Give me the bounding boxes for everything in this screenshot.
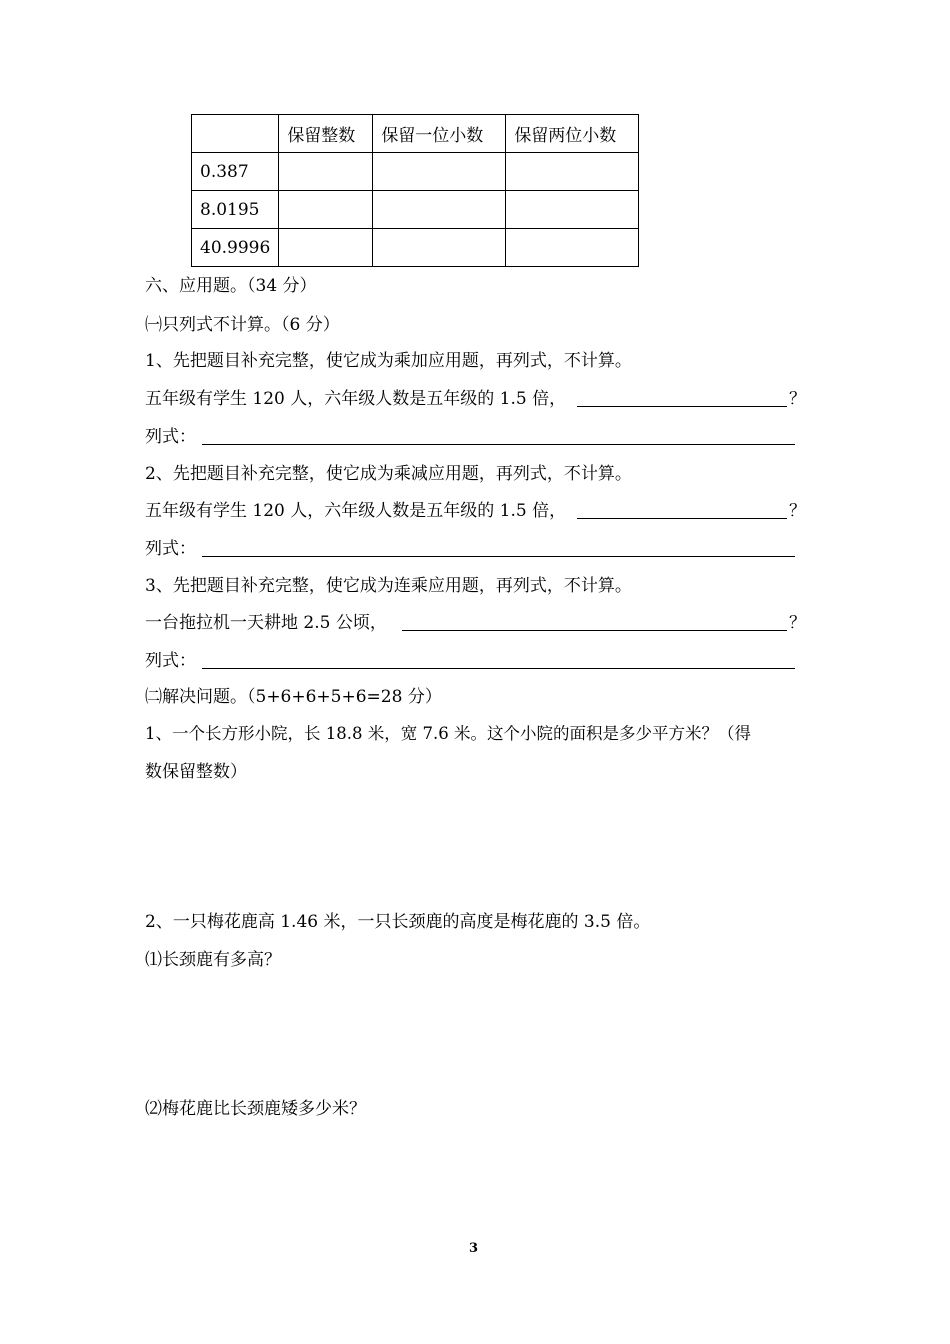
q1-instruction: 1、先把题目补充完整，使它成为乘加应用题，再列式，不计算。 xyxy=(145,351,632,371)
q3-stem: 一台拖拉机一天耕地 2.5 公顷， xyxy=(145,613,387,633)
q2-qmark: ？ xyxy=(789,501,806,521)
q1-qmark: ？ xyxy=(789,389,806,409)
problem2: 2、一只梅花鹿高 1.46 米，一只长颈鹿的高度是梅花鹿的 3.5 倍。 xyxy=(145,912,651,932)
part2-title: ㈡解决问题。（5+6+6+5+6=28 分） xyxy=(145,687,442,707)
answer-cell[interactable] xyxy=(506,191,639,229)
q3-instruction: 3、先把题目补充完整，使它成为连乘应用题，再列式，不计算。 xyxy=(145,576,632,596)
problem2-sub1: ⑴长颈鹿有多高？ xyxy=(145,950,281,970)
page-number: 3 xyxy=(469,1241,479,1256)
problem2-sub2: ⑵梅花鹿比长颈鹿矮多少米？ xyxy=(145,1099,366,1119)
answer-cell[interactable] xyxy=(506,153,639,191)
q2-question-blank[interactable] xyxy=(577,518,787,519)
table-header-cell: 保留一位小数 xyxy=(373,115,506,153)
table-header-row xyxy=(192,115,639,153)
q3-formula-blank[interactable] xyxy=(202,668,795,669)
table-header-cell: 保留整数 xyxy=(279,115,373,153)
table-row-label: 0.387 xyxy=(192,153,279,191)
answer-cell[interactable] xyxy=(373,191,506,229)
table-row-label: 8.0195 xyxy=(192,191,279,229)
answer-cell[interactable] xyxy=(373,153,506,191)
q1-question-blank[interactable] xyxy=(577,406,787,407)
table-row xyxy=(192,191,639,229)
q1-stem: 五年级有学生 120 人，六年级人数是五年级的 1.5 倍， xyxy=(145,389,567,409)
q2-formula-label: 列式： xyxy=(145,539,196,559)
q2-instruction: 2、先把题目补充完整，使它成为乘减应用题，再列式，不计算。 xyxy=(145,464,632,484)
part1-title: ㈠只列式不计算。（6 分） xyxy=(145,315,340,335)
table-row xyxy=(192,229,639,267)
rounding-table xyxy=(191,114,639,267)
answer-cell[interactable] xyxy=(373,229,506,267)
problem1-line2: 数保留整数） xyxy=(145,762,247,782)
answer-cell[interactable] xyxy=(279,229,373,267)
q2-formula-blank[interactable] xyxy=(202,556,795,557)
problem1-line1: 1、一个长方形小院，长 18.8 米，宽 7.6 米。这个小院的面积是多少平方米？（得 xyxy=(145,724,751,743)
q3-formula-label: 列式： xyxy=(145,651,196,671)
table-header-cell xyxy=(192,115,279,153)
q1-formula-label: 列式： xyxy=(145,427,196,447)
q3-question-blank[interactable] xyxy=(402,630,787,631)
q1-formula-blank[interactable] xyxy=(202,444,795,445)
answer-cell[interactable] xyxy=(506,229,639,267)
section-title: 六、应用题。（34 分） xyxy=(145,276,317,296)
table-header-cell: 保留两位小数 xyxy=(506,115,639,153)
answer-cell[interactable] xyxy=(279,153,373,191)
q3-qmark: ？ xyxy=(789,613,806,633)
table-row xyxy=(192,153,639,191)
table-row-label: 40.9996 xyxy=(192,229,279,267)
answer-cell[interactable] xyxy=(279,191,373,229)
q2-stem: 五年级有学生 120 人，六年级人数是五年级的 1.5 倍， xyxy=(145,501,567,521)
